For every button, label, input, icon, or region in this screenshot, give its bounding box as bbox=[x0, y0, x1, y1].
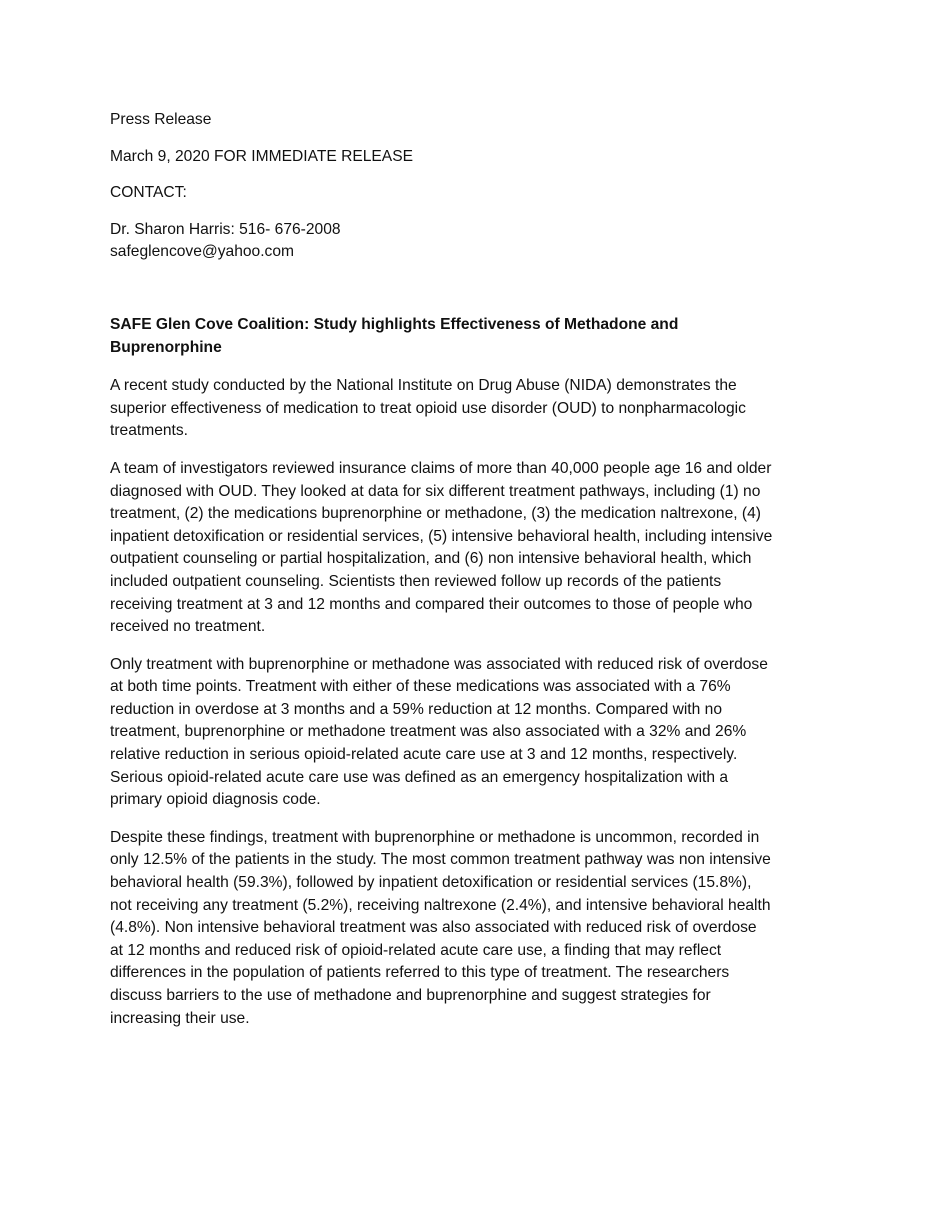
paragraph-line: only 12.5% of the patients in the study. The most common treatment pathway was non intensive bbox=[110, 851, 771, 869]
paragraph-line: relative reduction in serious opioid-related acute care use at 3 and 12 months, respectively. bbox=[110, 746, 738, 764]
paragraph-line: Serious opioid-related acute care use was defined as an emergency hospitalization with a bbox=[110, 768, 729, 786]
article-headline bbox=[110, 314, 835, 359]
contact-details bbox=[110, 219, 835, 264]
paragraph-line: at both time points. Treatment with either of these medications was associated with a 76% bbox=[110, 678, 731, 696]
paragraph-line: A recent study conducted by the National Institute on Drug Abuse (NIDA) demonstrates the bbox=[110, 377, 737, 395]
paragraph-line: outpatient counseling or partial hospitalization, and (6) non intensive behavioral health, which bbox=[110, 550, 752, 568]
paragraph-line: diagnosed with OUD. They looked at data for six different treatment pathways, including (1) no bbox=[110, 482, 761, 500]
headline-line: Buprenorphine bbox=[110, 338, 222, 356]
paragraph-line: receiving treatment at 3 and 12 months and compared their outcomes to those of people who bbox=[110, 595, 753, 613]
release-label: Press Release bbox=[110, 111, 212, 128]
paragraph-line: treatments. bbox=[110, 422, 188, 440]
paragraph-line: Despite these findings, treatment with buprenorphine or methadone is uncommon, recorded in bbox=[110, 828, 760, 846]
body-paragraph bbox=[110, 827, 835, 1030]
paragraph-line: inpatient detoxification or residential services, (5) intensive behavioral health, including intensive bbox=[110, 527, 773, 545]
paragraph-line: differences in the population of patients referred to this type of treatment. The researchers bbox=[110, 964, 730, 982]
paragraph-line: reduction in overdose at 3 months and a 59% reduction at 12 months. Compared with no bbox=[110, 700, 722, 718]
paragraph-line: not receiving any treatment (5.2%), receiving naltrexone (2.4%), and intensive behavioral health bbox=[110, 896, 771, 914]
headline-line: SAFE Glen Cove Coalition: Study highlights Effectiveness of Methadone and bbox=[110, 315, 679, 333]
paragraph-line: primary opioid diagnosis code. bbox=[110, 791, 321, 809]
contact-name-phone: Dr. Sharon Harris: 516- 676-2008 bbox=[110, 220, 341, 238]
document-page bbox=[110, 109, 835, 1045]
paragraph-line: received no treatment. bbox=[110, 618, 266, 636]
paragraph-line: treatment, (2) the medications buprenorphine or methadone, (3) the medication naltrexone, (4) bbox=[110, 505, 761, 523]
article-body bbox=[110, 375, 835, 1030]
contact-email: safeglencove@yahoo.com bbox=[110, 243, 295, 261]
release-header bbox=[110, 109, 835, 264]
body-paragraph bbox=[110, 458, 835, 639]
body-paragraph bbox=[110, 654, 835, 812]
paragraph-line: increasing their use. bbox=[110, 1009, 250, 1027]
body-paragraph bbox=[110, 375, 835, 443]
paragraph-line: behavioral health (59.3%), followed by inpatient detoxification or residential services (15.8%), bbox=[110, 874, 752, 892]
paragraph-line: Only treatment with buprenorphine or methadone was associated with reduced risk of overdose bbox=[110, 655, 768, 673]
contact-label: CONTACT: bbox=[110, 184, 187, 202]
paragraph-line: discuss barriers to the use of methadone and buprenorphine and suggest strategies for bbox=[110, 987, 711, 1004]
paragraph-line: (4.8%). Non intensive behavioral treatment was also associated with reduced risk of overdose bbox=[110, 919, 757, 937]
paragraph-line: included outpatient counseling. Scientists then reviewed follow up records of the patients bbox=[110, 572, 722, 590]
paragraph-line: superior effectiveness of medication to treat opioid use disorder (OUD) to nonpharmacologic bbox=[110, 399, 746, 417]
paragraph-line: A team of investigators reviewed insurance claims of more than 40,000 people age 16 and older bbox=[110, 459, 772, 477]
paragraph-line: treatment, buprenorphine or methadone treatment was also associated with a 32% and 26% bbox=[110, 723, 747, 741]
paragraph-line: at 12 months and reduced risk of opioid-related acute care use, a finding that may reflect bbox=[110, 941, 722, 959]
release-dateline: March 9, 2020 FOR IMMEDIATE RELEASE bbox=[110, 147, 414, 165]
